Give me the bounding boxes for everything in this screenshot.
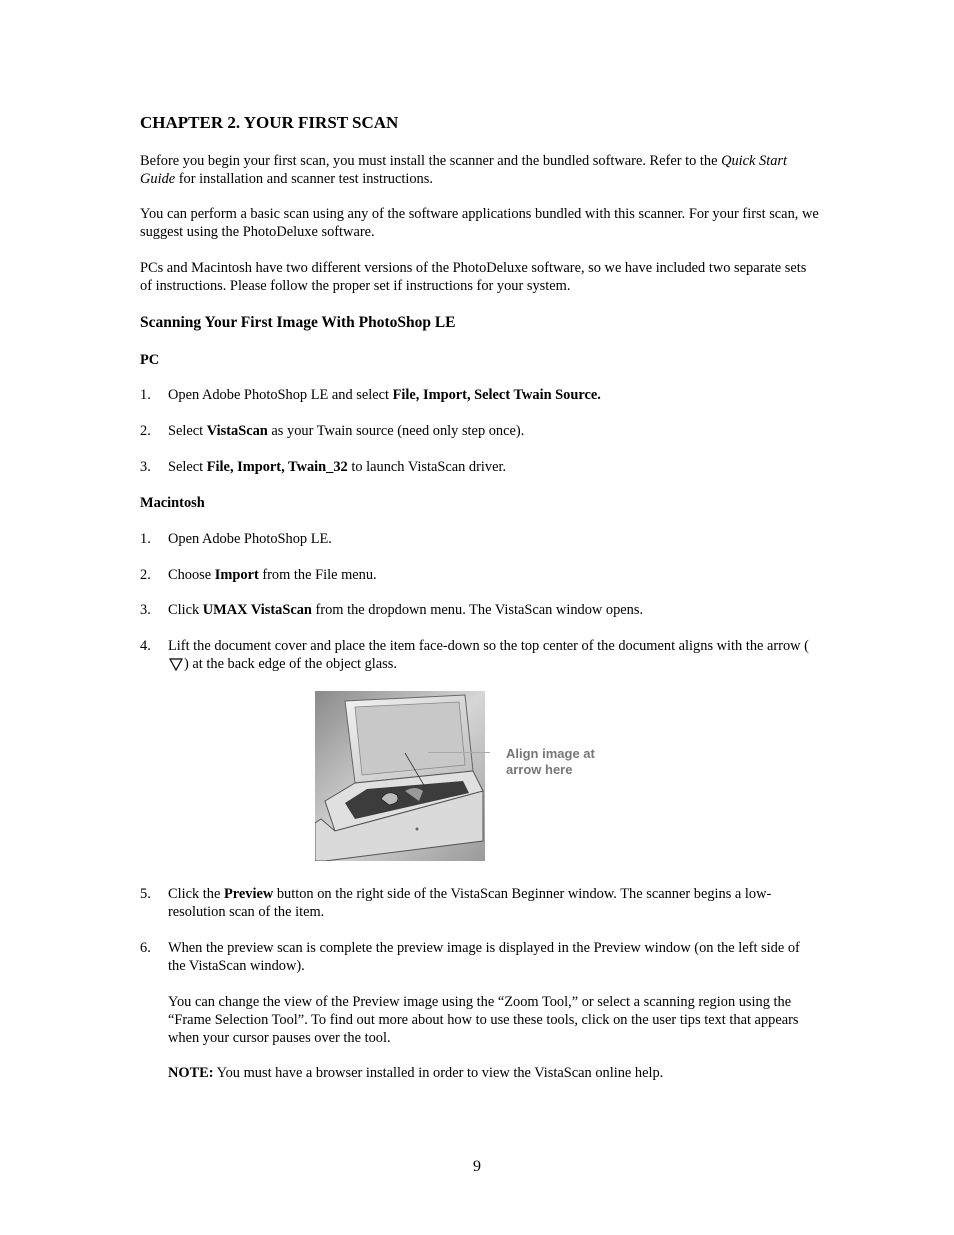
mac-step-3 bbox=[140, 601, 820, 619]
step-text: Open Adobe PhotoShop LE. bbox=[168, 531, 332, 547]
mac-step-4 bbox=[140, 637, 820, 673]
step-text: Click bbox=[168, 602, 203, 618]
step-text: from the dropdown menu. The VistaScan window opens. bbox=[311, 602, 644, 618]
note-label: NOTE: bbox=[168, 1065, 214, 1081]
step-text: button on the right side of the VistaScan Beginner window. The scanner begins a low-resolution scan of the item. bbox=[168, 886, 772, 920]
step-text: from the File menu. bbox=[258, 567, 377, 583]
pc-step-2 bbox=[140, 422, 820, 440]
step-text: When the preview scan is complete the preview image is displayed in the Preview window (on the left side of the VistaScan window). bbox=[168, 940, 800, 974]
callout-line-1: Align image at bbox=[506, 746, 595, 761]
step-text: Select bbox=[168, 423, 207, 439]
pc-heading: PC bbox=[140, 352, 160, 368]
step-number: 3. bbox=[140, 602, 151, 618]
step-number: 2. bbox=[140, 567, 151, 583]
intro-paragraph-3: PCs and Macintosh have two different versions of the PhotoDeluxe software, so we have included two separate sets of instructions. Please follow the proper set if instructions for your system. bbox=[140, 260, 807, 294]
callout-leader-line bbox=[428, 752, 490, 753]
step-number: 3. bbox=[140, 459, 151, 475]
step-command: File, Import, Twain_32 bbox=[206, 459, 348, 475]
chapter-title: CHAPTER 2. YOUR FIRST SCAN bbox=[140, 113, 399, 132]
step-text: ) at the back edge of the object glass. bbox=[184, 656, 397, 672]
step-number: 2. bbox=[140, 423, 151, 439]
step-text: Open Adobe PhotoShop LE and select bbox=[168, 387, 393, 403]
mac-step-1 bbox=[140, 530, 820, 548]
page-number: 9 bbox=[473, 1158, 481, 1175]
down-triangle-arrow-icon bbox=[169, 657, 183, 671]
step-number: 4. bbox=[140, 638, 151, 654]
intro-text: Before you begin your first scan, you must install the scanner and the bundled software. Refer to the bbox=[140, 153, 722, 169]
figure-callout bbox=[506, 746, 595, 778]
step-command: File, Import, Select Twain Source. bbox=[392, 387, 601, 403]
step-6-detail: You can change the view of the Preview image using the “Zoom Tool,” or select a scanning region using the “Frame Selection Tool”. To find out more about how to use these tools, click on the user tips text that appears when your cursor pauses over the tool. bbox=[168, 994, 799, 1046]
pc-step-3 bbox=[140, 458, 820, 476]
step-6 bbox=[140, 939, 820, 975]
pc-step-1 bbox=[140, 386, 820, 404]
step-text: as your Twain source (need only step once). bbox=[267, 423, 525, 439]
step-text: to launch VistaScan driver. bbox=[347, 459, 507, 475]
step-number: 1. bbox=[140, 387, 151, 403]
section-title: Scanning Your First Image With PhotoShop LE bbox=[140, 314, 456, 331]
scanner-illustration bbox=[315, 691, 485, 861]
step-command: VistaScan bbox=[206, 423, 268, 439]
note bbox=[168, 1064, 820, 1082]
callout-line-2: arrow here bbox=[506, 762, 573, 777]
step-5 bbox=[140, 885, 820, 921]
step-text: Choose bbox=[168, 567, 215, 583]
step-number: 1. bbox=[140, 531, 151, 547]
step-command: Preview bbox=[223, 886, 274, 902]
step-text: Click the bbox=[168, 886, 224, 902]
step-number: 5. bbox=[140, 886, 151, 902]
mac-step-2 bbox=[140, 566, 820, 584]
intro-text: for installation and scanner test instructions. bbox=[175, 171, 433, 187]
intro-paragraph-1 bbox=[140, 152, 820, 188]
note-text: You must have a browser installed in order to view the VistaScan online help. bbox=[213, 1065, 664, 1081]
step-text: Lift the document cover and place the item face-down so the top center of the document aligns with the arrow ( bbox=[168, 638, 809, 654]
step-command: UMAX VistaScan bbox=[202, 602, 312, 618]
step-text: Select bbox=[168, 459, 207, 475]
step-number: 6. bbox=[140, 940, 151, 956]
quick-start-guide-title: Quick Start Guide bbox=[140, 153, 788, 187]
macintosh-heading: Macintosh bbox=[140, 495, 205, 511]
scanner-photo bbox=[315, 691, 485, 861]
step-command: Import bbox=[214, 567, 259, 583]
intro-paragraph-2: You can perform a basic scan using any of the software applications bundled with this scanner. For your first scan, we suggest using the PhotoDeluxe software. bbox=[140, 206, 819, 240]
